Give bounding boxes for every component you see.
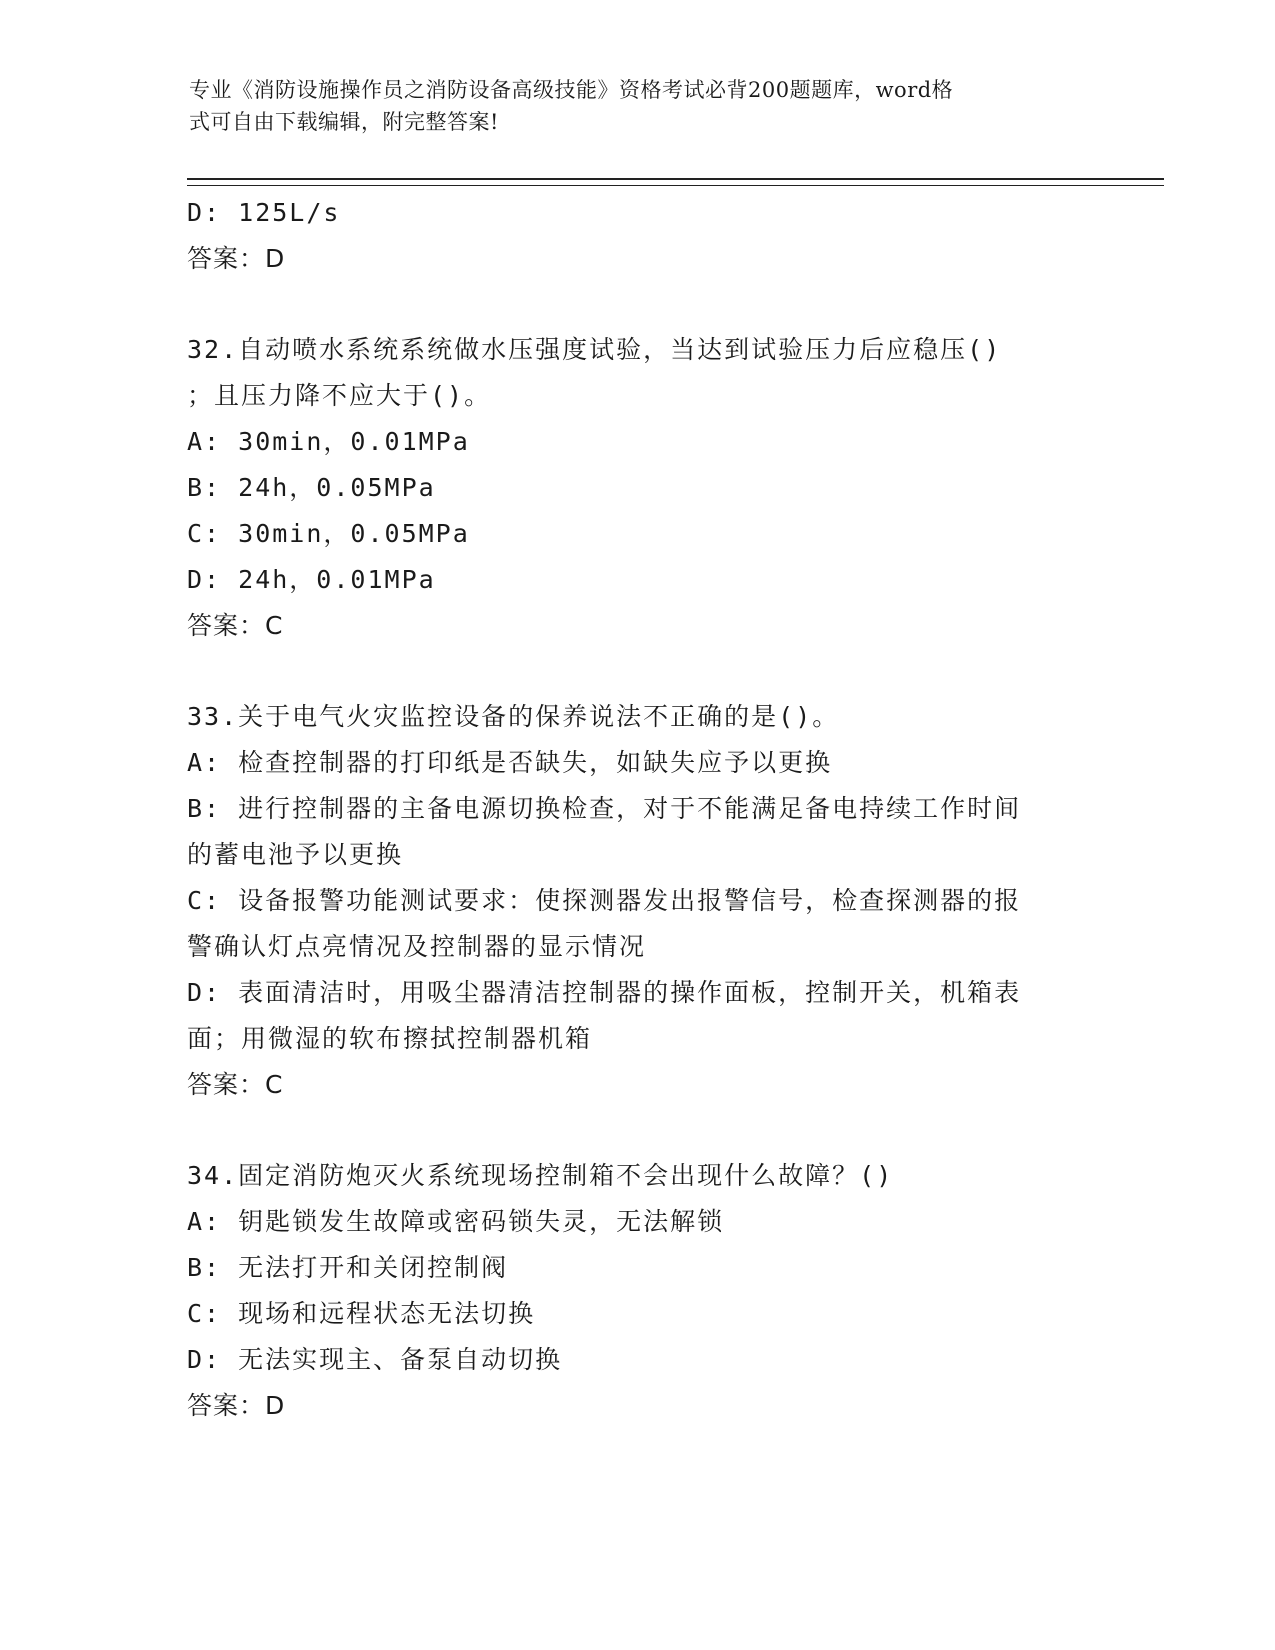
- option-d-continued: 面；用微湿的软布擦拭控制器机箱: [187, 1024, 593, 1053]
- option-b: B: 24h，0.05MPa: [187, 473, 436, 502]
- option-a: A: 30min，0.01MPa: [187, 427, 470, 456]
- option-c: C: 现场和远程状态无法切换: [187, 1299, 536, 1328]
- question-stem-continued: ；且压力降不应大于()。: [187, 381, 492, 410]
- option-d: D: 125L/s: [187, 198, 341, 227]
- answer: 答案：C: [187, 611, 284, 640]
- answer: 答案：D: [187, 1391, 286, 1420]
- option-b-continued: 的蓄电池予以更换: [187, 840, 404, 869]
- option-c: C: 设备报警功能测试要求：使探测器发出报警信号，检查探测器的报: [187, 886, 1022, 915]
- question-34: [187, 1153, 1087, 1429]
- spacer: [187, 1108, 1087, 1153]
- question-33: [187, 694, 1087, 1108]
- option-d: D: 无法实现主、备泵自动切换: [187, 1345, 563, 1374]
- header-divider: [187, 178, 1164, 186]
- option-b: B: 进行控制器的主备电源切换检查，对于不能满足备电持续工作时间: [187, 794, 1022, 823]
- option-b: B: 无法打开和关闭控制阀: [187, 1253, 509, 1282]
- spacer: [187, 649, 1087, 694]
- answer: 答案：C: [187, 1070, 284, 1099]
- option-c: C: 30min，0.05MPa: [187, 519, 470, 548]
- question-32: [187, 327, 1087, 649]
- option-d: D: 表面清洁时，用吸尘器清洁控制器的操作面板，控制开关，机箱表: [187, 978, 1022, 1007]
- question-stem: 33.关于电气火灾监控设备的保养说法不正确的是()。: [187, 702, 840, 731]
- option-a: A: 钥匙锁发生故障或密码锁失灵，无法解锁: [187, 1207, 725, 1236]
- spacer: [187, 282, 1087, 327]
- answer: 答案：D: [187, 244, 286, 273]
- question-list: [187, 190, 1087, 1429]
- option-c-continued: 警确认灯点亮情况及控制器的显示情况: [187, 932, 647, 961]
- previous-question-tail: [187, 190, 1087, 282]
- header-line-1: 专业《消防设施操作员之消防设备高级技能》资格考试必背200题题库，word格: [189, 78, 954, 102]
- document-header: [189, 74, 1089, 138]
- question-stem: 34.固定消防炮灭火系统现场控制箱不会出现什么故障？(): [187, 1161, 894, 1190]
- question-stem: 32.自动喷水系统系统做水压强度试验，当达到试验压力后应稳压(): [187, 335, 1002, 364]
- header-line-2: 式可自由下载编辑，附完整答案!: [189, 110, 499, 134]
- option-a: A: 检查控制器的打印纸是否缺失，如缺失应予以更换: [187, 748, 833, 777]
- option-d: D: 24h，0.01MPa: [187, 565, 436, 594]
